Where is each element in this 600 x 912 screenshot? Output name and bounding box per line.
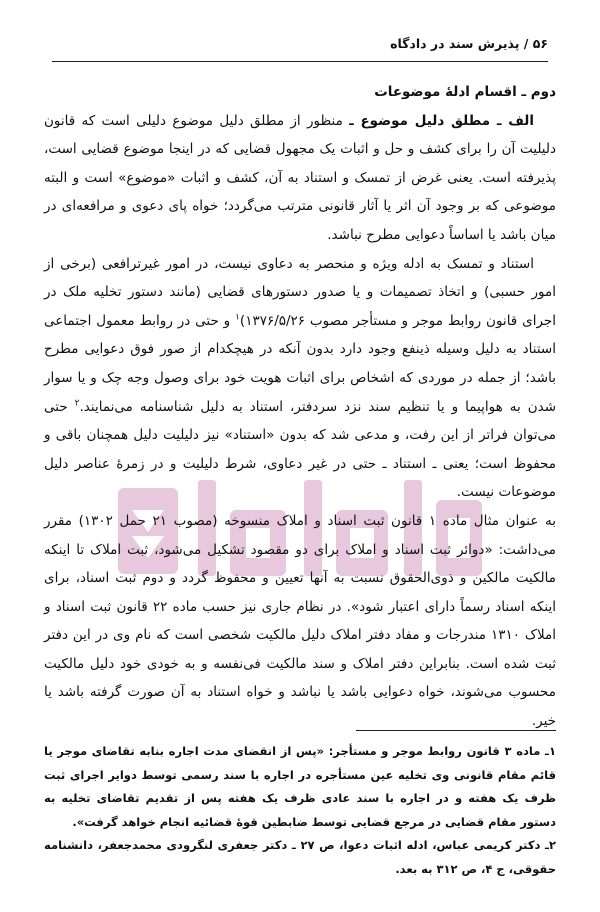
body-text (44, 78, 556, 736)
paragraph-2 (44, 250, 556, 507)
paragraph-text-continued: و حتی در روابط معمول اجتماعی استناد به دلیل وسیله ذینفع وجود دارد بدون آنکه در هیچکدام از صور فوق دعوایی مطرح باشد؛ از جمله در موردی که اشخاص برای اثبات هویت خود برای وصول وجه چک و یا سوار شدن به هواپیما و یا تنظیم سند نزد سردفتر، استناد به دلیل شناسنامه می‌نمایند. (44, 312, 557, 415)
footnote-1: ۱ـ ماده ۳ قانون روابط موجر و مستأجر: «پس از انقضای مدت اجاره بنابه تقاضای موجر یا قائم مقام قانونی وی تخلیه عین مستأجره در اجاره با سند رسمی توسط دوایر اجرای ثبت ظرف یک هفته و در اجاره با سند عادی ظرف یک هفته پس از تقدیم تقاضای تخلیه به دستور مقام قضایی در مرجع قضایی توسط ضابطین قوۀ قضائیه انجام خواهد گرفت». (44, 744, 556, 829)
footnote-divider (356, 730, 556, 731)
page-number: ۵۶ (532, 36, 548, 51)
paragraph-lead-heading: الف ـ مطلق دلیل موضوع ـ (349, 112, 534, 129)
section-heading: دوم ـ اقسام ادلۀ موضوعات (374, 84, 556, 100)
paragraph-3 (44, 507, 556, 736)
header-separator: / (523, 36, 529, 51)
paragraph-text-continued: حتی می‌توان فراتر از این رفت، و مدعی شد که بدون «استناد» نیز دلیلیت دلیل همچنان باقی و محفوظ است؛ یعنی ـ استناد ـ حتی در غیر دعاوی، شرط دلیلیت و در زمرۀ عناصر دلیل موضوعات نیست. (44, 398, 556, 501)
paragraph-text: به عنوان مثال ماده ۱ قانون ثبت اسناد و املاک منسوخه (مصوب ۲۱ حمل ۱۳۰۲) مقرر می‌داشت: «دوائر ثبت اسناد و املاک برای دو مقصود تشکیل می‌شود، ثبت املاک تا اینکه مالکیت مالکین و ذوی‌الحقوق نسبت به آنها تعیین و محفوظ گردد و دوم ثبت اسناد، برای اینکه اسناد رسماً دارای اعتبار شود». در نظام جاری نیز حسب ماده ۲۲ قانون ثبت اسناد و املاک ۱۳۱۰ مندرجات و مفاد دفتر املاک دلیل مالکیت شخصی است که نام وی در این دفتر ثبت شده است. بنابراین دفتر املاک و سند مالکیت فی‌نفسه و به خودی خود دلیل مالکیت محسوب می‌شوند، خواه دعوایی باشد یا نباشد و خواه استناد به آن صورت گرفته باشد یا خیر. (44, 512, 556, 730)
running-header (52, 36, 548, 62)
paragraph-text: منظور از مطلق دلیل موضوع دلیلی است که قانون دلیلیت آن را برای کشف و حل و اثبات یک مجهول قضایی که در اینجا موضوع قضایی است، پذیرفته است. یعنی غرض از تمسک و استناد به آن، کشف و اثبات «موضوع» است و البته موضوعی که بر وجود آن اثر یا آثار قانونی مترتب می‌گردد؛ خواه پای دعوی و مرافعه‌ای در میان باشد یا اساساً دعوایی مطرح نباشد. (44, 112, 556, 243)
running-title: پذیرش سند در دادگاه (390, 36, 520, 51)
footnote-2: ۲ـ دکتر کریمی عباس، ادله اثبات دعوا، ص ۲۷ ـ دکتر جعفری لنگرودی محمدجعفر، دانشنامه حقوقی، ج ۴، ص ۳۱۲ به بعد. (44, 838, 556, 876)
paragraph-1 (44, 107, 556, 250)
footnote-marker-2[interactable]: ۲ (74, 398, 80, 409)
footnotes (44, 740, 556, 881)
footnote-marker-1[interactable]: ۱ (235, 312, 240, 323)
paragraph-text: استناد و تمسک به ادله ویژه و منحصر به دعاوی نیست، در امور غیرترافعی (برخی از امور حسبی) و اتخاذ تصمیمات و یا صدور دستورهای قضایی (مانند دستور تخلیه ملک در اجرای قانون روابط موجر و مستأجر مصوب ۱۳۷۶/۵/۲۶) (44, 255, 556, 329)
